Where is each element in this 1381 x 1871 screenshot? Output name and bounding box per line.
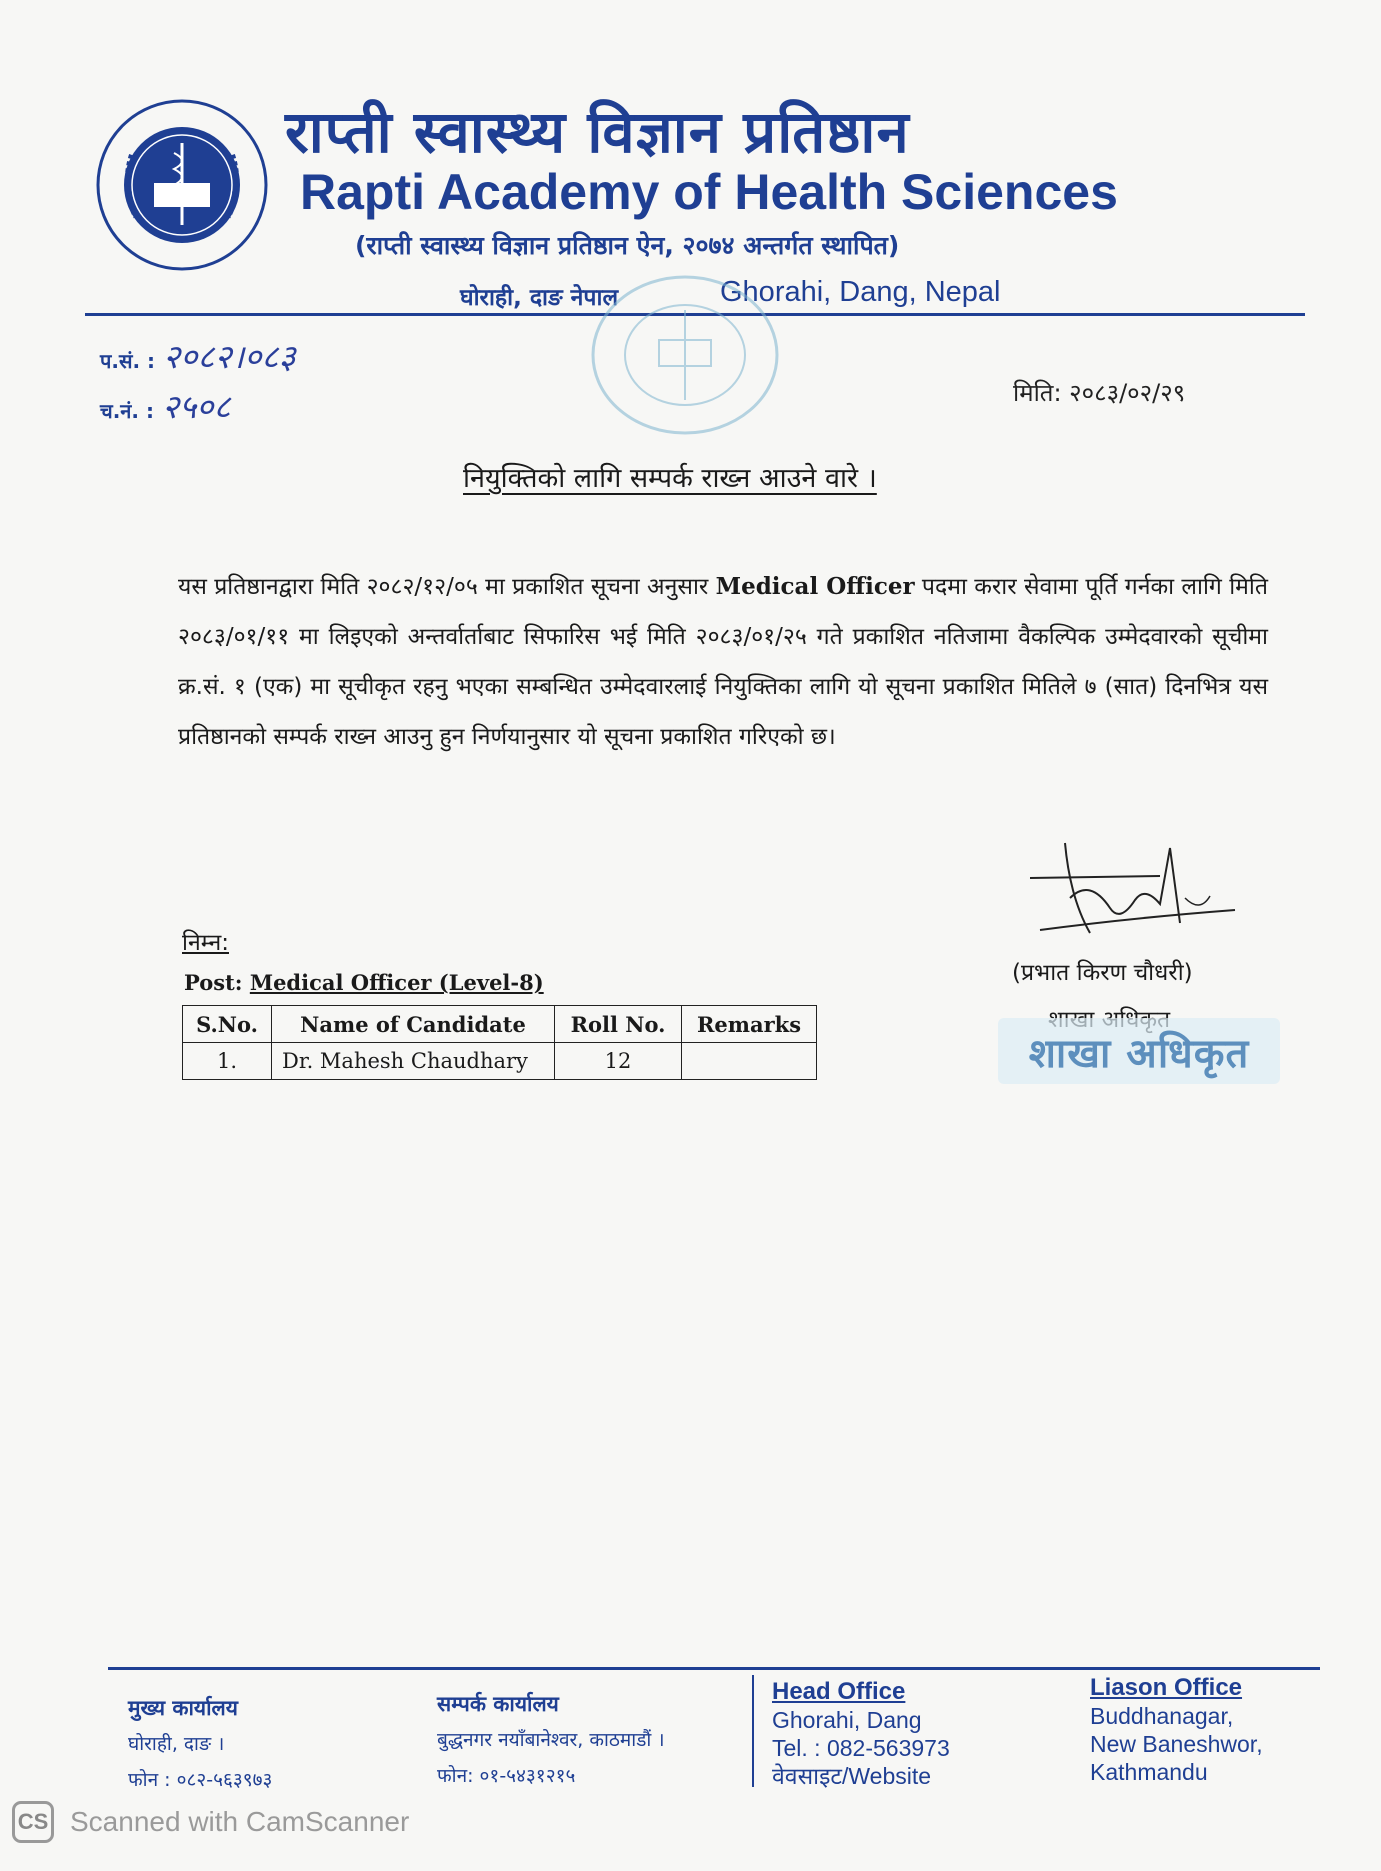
table-header-row — [183, 1006, 817, 1043]
footer-divider — [108, 1667, 1320, 1670]
cell-sno: 1. — [183, 1043, 272, 1080]
column-header-name: Name of Candidate — [272, 1006, 555, 1043]
footer-main-office-address: घोराही, दाङ । — [128, 1733, 225, 1755]
footer-head-office — [772, 1678, 950, 1790]
footer-contact-office — [437, 1686, 665, 1794]
address-nepali: घोराही, दाङ नेपाल — [460, 285, 619, 311]
institution-act-subtitle: (राप्ती स्वास्थ्य विज्ञान प्रतिष्ठान ऐन, २०७४ अन्तर्गत स्थापित) — [355, 231, 900, 260]
reference-number — [100, 333, 296, 378]
handwritten-signature — [1010, 838, 1250, 948]
footer-contact-office-address: बुद्धनगर नयाँबानेश्वर, काठमाडौं । — [437, 1729, 665, 1751]
footer-contact-office-phone: फोन: ०१-५४३१२१५ — [437, 1765, 576, 1787]
footer-main-office — [128, 1690, 272, 1798]
camscanner-logo-icon: CS — [12, 1801, 54, 1843]
post-label: Post: — [184, 970, 243, 995]
list-heading: निम्न: — [182, 930, 229, 956]
dispatch-number-label: च.नं. : — [100, 399, 154, 423]
notice-body-post: Medical Officer — [715, 573, 915, 600]
designation-seal — [998, 1018, 1280, 1084]
post-line — [184, 970, 544, 995]
footer-liason-office-line2: New Baneshwor, — [1090, 1731, 1263, 1757]
footer-head-office-address: Ghorahi, Dang — [772, 1707, 922, 1733]
notice-body — [178, 562, 1268, 762]
footer-main-office-phone: फोन : ०८२-५६३९७३ — [128, 1769, 273, 1791]
notice-date: मिति: २०८३/०२/२९ — [1013, 379, 1186, 407]
candidate-table — [182, 1005, 817, 1080]
post-value: Medical Officer (Level-8) — [249, 970, 544, 995]
footer-head-office-phone: Tel. : 082-563973 — [772, 1735, 950, 1761]
institution-name-nepali: राप्ती स्वास्थ्य विज्ञान प्रतिष्ठान — [285, 98, 910, 166]
column-header-remarks: Remarks — [682, 1006, 817, 1043]
footer-liason-office — [1090, 1674, 1263, 1786]
cell-roll: 12 — [555, 1043, 682, 1080]
table-row — [183, 1043, 817, 1080]
cell-remarks — [682, 1043, 817, 1080]
address-english: Ghorahi, Dang, Nepal — [720, 276, 1001, 308]
designation-seal-text: शाखा अधिकृत — [1028, 1030, 1250, 1077]
notice-body-part2: पदमा करार सेवामा पूर्ति गर्नका लागि मिति २०८३/०१/११ मा लिइएको अन्तर्वार्ताबाट सिफारिस भई मिति २०८३/०१/२५ गते प्रकाशित नतिजामा वैकल्पिक उम्मेदवारको सूचीमा क्र.सं. १ (एक) मा सूचीकृत रहनु भएका सम्बन्धित उम्मेदवारलाई नियुक्तिका लागि यो सूचना प्रकाशित मितिले ७ (सात) दिनभित्र यस प्रतिष्ठानको सम्पर्क राख्न आउनु हुन निर्णयानुसार यो सूचना प्रकाशित गरिएको छ। — [178, 574, 1268, 750]
cell-name: Dr. Mahesh Chaudhary — [272, 1043, 555, 1080]
footer-liason-office-heading: Liason Office — [1090, 1674, 1243, 1701]
reference-number-value: २०८२।०८३ — [163, 337, 296, 376]
column-header-roll: Roll No. — [555, 1006, 682, 1043]
dispatch-number — [100, 383, 231, 428]
footer-liason-office-line1: Buddhanagar, — [1090, 1703, 1234, 1729]
footer-liason-office-line3: Kathmandu — [1090, 1759, 1208, 1785]
notice-body-part1: यस प्रतिष्ठानद्वारा मिति २०८२/१२/०५ मा प्रकाशित सूचना अनुसार — [178, 574, 716, 600]
faded-office-stamp — [585, 270, 785, 440]
footer-head-office-website: वेवसाइट/Website — [772, 1763, 932, 1789]
column-header-sno: S.No. — [183, 1006, 272, 1043]
camscanner-watermark-text: Scanned with CamScanner — [70, 1806, 410, 1837]
institution-name-english: Rapti Academy of Health Sciences — [300, 164, 1118, 220]
footer-main-office-heading: मुख्य कार्यालय — [128, 1696, 238, 1720]
reference-number-label: प.सं. : — [100, 349, 156, 373]
dispatch-number-value: २५०८ — [161, 387, 231, 426]
notice-subject: नियुक्तिको लागि सम्पर्क राख्न आउने वारे । — [463, 463, 877, 494]
footer-head-office-heading: Head Office — [772, 1678, 906, 1705]
signer-name: (प्रभात किरण चौधरी) — [1012, 960, 1193, 986]
institution-logo — [92, 95, 272, 275]
footer-contact-office-heading: सम्पर्क कार्यालय — [437, 1692, 559, 1716]
footer-column-divider — [752, 1675, 754, 1787]
